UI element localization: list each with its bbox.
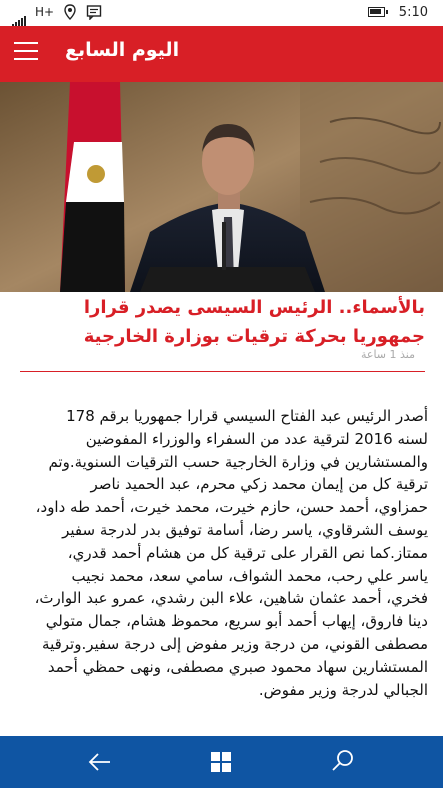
article-hero-image: [0, 82, 443, 292]
windows-logo-icon[interactable]: [191, 736, 251, 788]
app-header: [0, 26, 443, 82]
message-icon: [86, 4, 102, 23]
article-body: أصدر الرئيس عبد الفتاح السيسي قرارا جمهوريا برقم 178 لسنه 2016 لترقية عدد من السفراء والوزراء المفوضين والمستشارين في وزارة الخارجية حسب الترقيات السنوية.وتم ترقية كل من إيمان محمد زكي محرم، عبد الحميد ناصر حمزاوي، أحمد حسن، حازم خيرت، محمد خيرت، أحمد طه داود، يوسف الشرقاوي، ياسر رضا، أسامة توفيق بدر لدرجة سفير ممتاز.كما نص القرار على ترقية كل من هشام أحمد قدري، ياسر علي رحب، محمد الشواف، سامي سعد، محمد نجيب فخري، أحمد عثمان شاهين، علاء البن رشدي، عمرو عبد الوارث، دينا فاروق، إيهاب أحمد أبو سريع، محموظ هشام، جمال متولي مصطفى القوني، من درجة وزير مفوض إلى درجة سفير.وترقية المستشارين سهاد محمود صبري مصطفى، ونهى حمظي أحمد الجبالي لدرجة وزير مفوض.: [34, 407, 428, 699]
app-title: اليوم السابع: [65, 39, 180, 61]
clock: 5:10: [398, 5, 428, 20]
search-icon[interactable]: [312, 736, 372, 788]
network-type: H+: [35, 5, 55, 19]
system-nav-bar: [0, 736, 443, 788]
divider: [20, 371, 425, 372]
hamburger-menu-icon[interactable]: [14, 42, 38, 62]
signal-strength-icon: [12, 8, 27, 27]
location-icon: [63, 4, 77, 23]
back-arrow-icon[interactable]: [70, 736, 130, 788]
article-timestamp: منذ 1 ساعة: [360, 348, 415, 361]
status-bar: [0, 0, 443, 26]
battery-icon: [368, 7, 385, 17]
article-headline[interactable]: بالأسماء.. الرئيس السيسى يصدر قرارا جمهوريا بحركة ترقيات بوزارة الخارجية: [83, 297, 425, 347]
